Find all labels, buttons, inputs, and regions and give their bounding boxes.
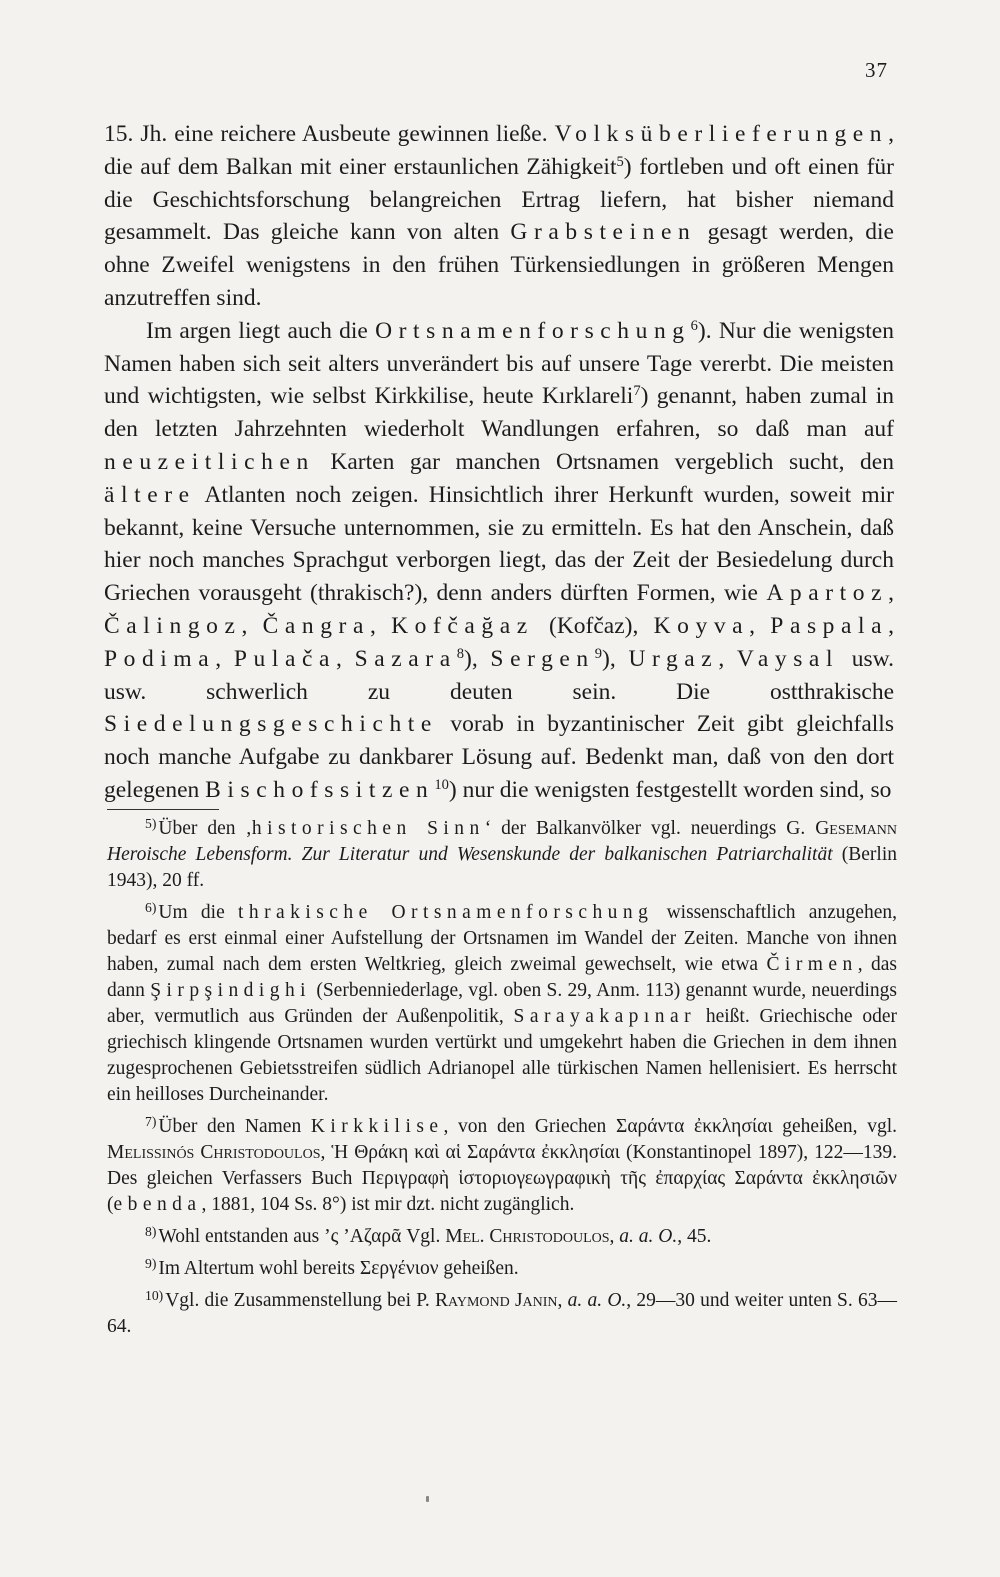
italic-title: Heroische Lebensform. Zur Literatur und Wesenskunde der balkanischen Patriarchalität (107, 844, 833, 865)
text-run: , 45. (677, 1226, 712, 1247)
footnote-10 (107, 1288, 897, 1340)
paragraph-1 (104, 118, 894, 315)
text-run: Wohl entstanden aus ’ς ’Αζαρᾶ Vgl. (158, 1226, 446, 1247)
spaced-term: Sergen (490, 645, 595, 672)
text-run: , 1881, 104 Ss. 8°) ist mir dzt. nicht zugänglich. (201, 1194, 575, 1215)
text-run: , (215, 645, 234, 672)
text-run: ‘ der Balkanvölker vgl. neuerdings G. (484, 818, 816, 839)
footnote-ref: 10 (434, 776, 449, 793)
text-run: , (557, 1290, 568, 1311)
text-run: 15. Jh. eine reichere Ausbeute gewinnen ließe. (104, 121, 555, 147)
text-run: , (718, 645, 737, 672)
spaced-term: Čangra (262, 612, 370, 639)
text-run: , das dann (107, 954, 897, 1001)
footnotes (107, 816, 897, 1346)
text-run: vorab in byzantinischer Zeit gibt gleichfalls noch manche Aufgabe zu dankbarer Lösung auf. Bedenkt man, daß von den dort gelegenen (104, 711, 894, 803)
footnote-marker: 10) (145, 1287, 164, 1303)
text-run: , (369, 612, 392, 639)
footnote-9 (107, 1256, 897, 1282)
spaced-term: Bischofssitzen (205, 776, 435, 803)
text-run: Im argen liegt auch die (146, 317, 376, 344)
text-run: , Ἡ Θράκη καὶ αἱ Σαράντα ἐκκλησίαι (Konstantinopel 1897), 122—139. Des gleichen Verfassers Buch Περιγραφὴ ἱστοριογεωγραφικὴ τῆς ἐπαρχίας Σαράντα ἐκκλησιῶν ( (107, 1142, 897, 1215)
footnote-marker: 6) (145, 899, 157, 915)
spaced-term: Ortsnamenforschung (375, 317, 691, 344)
spaced-term: Pulača (233, 645, 337, 672)
text-run: , 29—30 und weiter unten S. 63—64. (107, 1290, 897, 1337)
spaced-term: Vaysal (736, 645, 840, 672)
text-run: (Kofčaz), (533, 612, 654, 639)
spaced-term: Grabsteinen (510, 219, 697, 246)
spaced-term: Paspala (770, 612, 889, 639)
text-run: , (241, 612, 263, 639)
text-run: ) genannt, haben zumal in den letzten Jahrzehnten wiederholt Wandlungen erfahren, so daß man auf (104, 383, 895, 443)
footnote-marker: 8) (145, 1223, 157, 1239)
body-text (104, 118, 894, 807)
footnote-ref: 6 (690, 317, 698, 334)
text-run: , die auf dem Balkan mit einer erstaunlichen Zähigkeit (104, 121, 894, 180)
italic-title: a. a. O. (619, 1226, 678, 1247)
footnote-7 (107, 1114, 897, 1218)
text-run: ), (602, 645, 629, 672)
text-run: ) nur die wenigsten festgestellt worden sind, so (448, 776, 892, 803)
text-run: heißt. Griechische oder griechisch klingende Ortsnamen wurden vertürkt und umgekehrt haben die Griechen in dem ihnen zugesprochenen Gebietsstreifen südlich Adrianopel alle türkischen Namen hellenisiert. Es herrscht ein heilloses Durcheinander. (107, 1006, 897, 1105)
spaced-term: Koyva (653, 612, 750, 639)
text-run: ) fortleben und oft einen für die Geschichtsforschung belangreichen Ertrag liefern, hat bisher niemand gesammelt. Das gleiche kann von alten (104, 153, 895, 246)
text-run: Vgl. die Zusammenstellung bei P. (165, 1290, 436, 1311)
spaced-term: Sazara (354, 645, 457, 672)
spaced-term: Apartoz (766, 580, 889, 607)
text-run: Über den ‚ (158, 818, 252, 839)
spaced-term: Čalingoz (104, 612, 242, 639)
text-run: , (749, 612, 771, 639)
author-name: Raymond Janin (435, 1290, 558, 1311)
footnote-marker: 9) (145, 1255, 157, 1271)
text-run: , von den Griechen Σαράντα ἐκκλησίαι geheißen, vgl. (443, 1116, 898, 1137)
spaced-term: Kirkkilise (310, 1116, 444, 1137)
text-run: Im Altertum wohl bereits Σεργένιον geheißen. (158, 1258, 519, 1279)
text-run: (Berlin 1943), 20 ff. (107, 844, 897, 891)
text-run: ), (464, 645, 491, 672)
author-name: Gesemann (815, 818, 897, 839)
scan-speck (426, 1496, 429, 1502)
spaced-term: Sarayakapınar (513, 1006, 697, 1027)
footnote-6 (107, 900, 897, 1108)
spaced-term: Siedelungsgeschichte (104, 711, 438, 738)
spaced-term: Podima (104, 645, 216, 672)
spaced-term: Čirmen (766, 954, 858, 975)
text-run: Atlanten noch zeigen. Hinsichtlich ihrer Herkunft wurden, soweit mir bekannt, keine Versuche unternommen, sie zu ermitteln. Es hat den Anschein, daß hier noch manches Sprachgut verborgen liegt, das der Zeit der Besiedelung durch Griechen vorausgeht (thrakisch?), denn anders dürften Formen, wie (104, 481, 894, 607)
text-run: ). Nur die wenigsten Namen haben sich seit alters unverändert bis auf unsere Tage vererbt. Die meisten und wichtigsten, wie selbst Kirkkilise, heute Kırklareli (104, 317, 894, 410)
spaced-term: Kofčağaz (391, 612, 534, 639)
spaced-term: Urgaz (628, 645, 719, 672)
spaced-term: ebenda (113, 1194, 202, 1215)
footnote-5 (107, 816, 897, 894)
paragraph-2 (104, 315, 894, 807)
text-run: wissenschaftlich anzugehen, bedarf es erst einmal einer Aufstellung der Ortsnamen im Wandel der Zeiten. Manche von ihnen haben, zumal nach dem ersten Weltkrieg, gleich zweimal gewechselt, wie etwa (107, 902, 897, 975)
text-run: usw. usw. schwerlich zu deuten sein. Die ostthrakische (104, 645, 894, 705)
spaced-term: neuzeitlichen (104, 448, 315, 475)
footnote-ref: 8 (456, 645, 464, 662)
footnote-ref: 9 (594, 645, 603, 662)
footnote-8 (107, 1224, 897, 1250)
spaced-term: thrakische Ortsnamenforschung (238, 902, 654, 923)
text-run: , (888, 580, 894, 607)
footnote-marker: 5) (145, 815, 157, 831)
spaced-term: ältere (104, 481, 196, 508)
footnote-ref: 5 (616, 153, 624, 170)
text-run: Um die (158, 902, 239, 923)
spaced-term: Şirpşindighi (150, 980, 312, 1001)
footnote-separator (107, 809, 219, 810)
footnote-ref: 7 (633, 383, 641, 400)
text-run: gesagt werden, die ohne Zweifel wenigstens in den frühen Türkensiedlungen in größeren Mengen anzutreffen sind. (104, 219, 894, 311)
footnote-marker: 7) (145, 1113, 157, 1129)
spaced-term: Volksüberlieferungen (554, 121, 889, 147)
text-run: Karten gar manchen Ortsnamen vergeblich sucht, den (314, 448, 894, 475)
text-run: Über den Namen (158, 1116, 311, 1137)
spaced-term: historischen Sinn (251, 818, 485, 839)
author-name: Mel. Christodoulos (445, 1226, 610, 1247)
page-number: 37 (865, 58, 888, 82)
author-name: Melissinós Christodoulos (107, 1142, 321, 1163)
text-run: , (888, 612, 895, 639)
text-run: , (609, 1226, 620, 1247)
text-run: , (336, 645, 355, 672)
italic-title: a. a. O. (567, 1290, 627, 1311)
text-run: (Serbenniederlage, vgl. oben S. 29, Anm. 113) genannt wurde, neuerdings aber, vermutlich aus Gründen der Außenpolitik, (107, 980, 897, 1027)
